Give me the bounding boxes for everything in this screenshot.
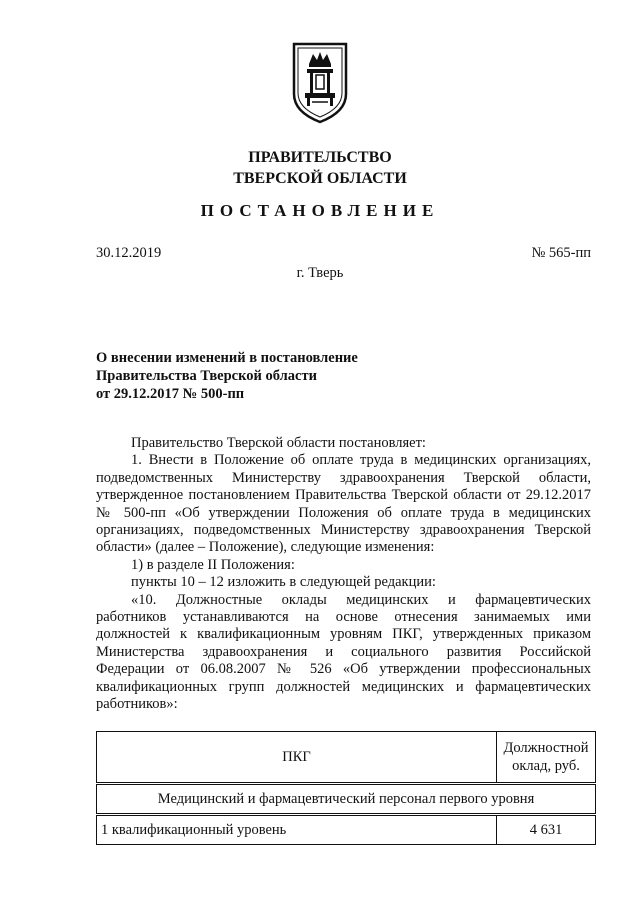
header-salary-line: Должностной [503, 740, 589, 756]
paragraph-line: Федерации от 06.08.2007 № 526 «Об утверждении профессиональных [96, 661, 591, 678]
salary-cell: 4 631 [497, 815, 596, 845]
tver-coat-of-arms-icon [290, 42, 350, 124]
document-body [96, 435, 591, 714]
table-header-row [97, 732, 596, 784]
paragraph-line: № 500-пп «Об утверждении Положения об оплате труда в медицинских [96, 504, 591, 521]
paragraph-line: организациях, подведомственных Министерству здравоохранения Тверской [96, 522, 591, 539]
paragraph-line: подведомственных Министерству здравоохранения Тверской области, [96, 469, 591, 486]
level-cell: 1 квалификационный уровень [97, 815, 497, 845]
document-date: 30.12.2019 [96, 245, 162, 261]
paragraph-line: должностей к квалификационным уровням ПКГ, утвержденных приказом [96, 626, 591, 643]
salary-table [96, 731, 596, 845]
header-salary-line: оклад, руб. [512, 758, 580, 774]
document-subject [96, 349, 416, 403]
header-cell-pkg: ПКГ [97, 732, 497, 784]
paragraph-line: работников устанавливаются на основе отнесения занимаемых ими [96, 609, 591, 626]
paragraph-line: работников»: [96, 696, 178, 713]
org-title-line2: ТВЕРСКОЙ ОБЛАСТИ [233, 170, 407, 187]
paragraph-line: «10. Должностные оклады медицинских и фармацевтических [131, 591, 591, 608]
paragraph-line: 1. Внести в Положение об оплате труда в медицинских организациях, [131, 452, 591, 469]
paragraph-line: утвержденное постановлением Правительства Тверской области от 29.12.2017 [96, 487, 591, 504]
subject-line: О внесении изменений в постановление [96, 350, 358, 366]
org-title-line1: ПРАВИТЕЛЬСТВО [248, 149, 392, 166]
document-type: ПОСТАНОВЛЕНИЕ [200, 201, 440, 220]
document-city: г. Тверь [296, 265, 344, 281]
table-row [97, 815, 596, 845]
intro-paragraph: Правительство Тверской области постановляет: [131, 435, 426, 451]
paragraph-line: квалификационных групп должностей медицинских и фармацевтических [96, 678, 591, 695]
header-cell-salary [497, 732, 596, 784]
table-group-row [97, 784, 596, 815]
subject-line: Правительства Тверской области [96, 368, 317, 384]
group-title-cell: Медицинский и фармацевтический персонал первого уровня [97, 784, 596, 815]
paragraph-line: Министерства здравоохранения и социального развития Российской [96, 643, 591, 660]
subject-line: от 29.12.2017 № 500-пп [96, 386, 245, 402]
document-number: № 565-пп [531, 245, 591, 261]
subsection-line: пункты 10 – 12 изложить в следующей редакции: [131, 574, 436, 591]
paragraph-line: области» (далее – Положение), следующие изменения: [96, 539, 435, 556]
subsection-line: 1) в разделе II Положения: [131, 556, 295, 573]
